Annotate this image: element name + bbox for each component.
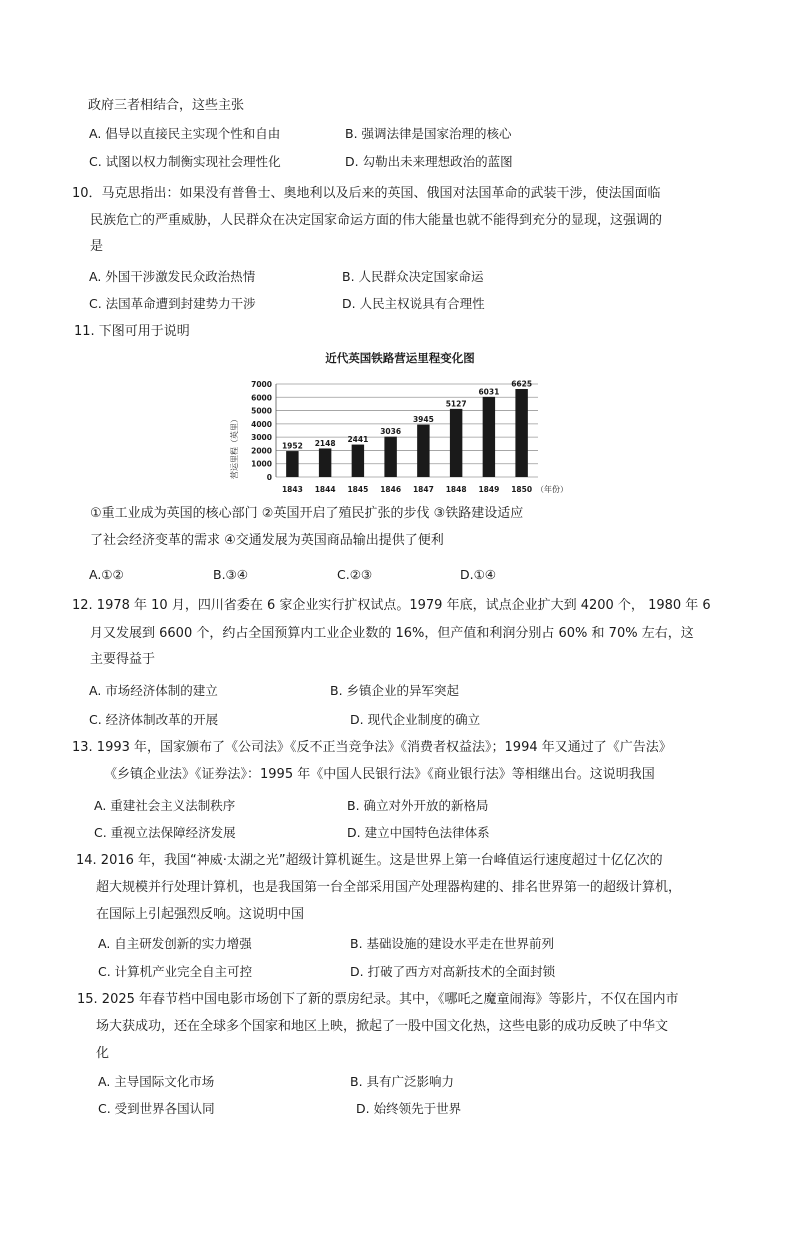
x-tick-label: 1847	[412, 485, 434, 494]
q11-statements-line1: ①重工业成为英国的核心部门 ②英国开启了殖民扩张的步伐 ③铁路建设适应	[90, 506, 524, 521]
bar-value-label: 2441	[347, 435, 369, 445]
q12-option-a: A. 市场经济体制的建立	[89, 683, 218, 698]
x-tick-label: 1849	[478, 485, 500, 494]
q12-option-d: D. 现代企业制度的确立	[350, 712, 481, 727]
y-tick-label: 7000	[251, 380, 272, 389]
bar	[417, 425, 429, 477]
q9-option-d: D. 勾勒出未来理想政治的蓝图	[345, 154, 513, 169]
q15-option-b: B. 具有广泛影响力	[350, 1074, 455, 1089]
q15-stem-line3: 化	[96, 1046, 110, 1061]
q10-option-a: A. 外国干涉激发民众政治热情	[89, 269, 256, 284]
q9-option-a: A. 倡导以直接民主实现个性和自由	[89, 126, 281, 141]
chart-title: 近代英国铁路营运里程变化图	[325, 351, 475, 365]
q10-option-d: D. 人民主权说具有合理性	[342, 296, 485, 311]
q12-stem-line3: 主要得益于	[90, 652, 156, 667]
chart-ylabel: 营运里程（英里）	[230, 415, 239, 479]
q10-stem-line3: 是	[90, 239, 104, 254]
q14-option-a: A. 自主研发创新的实力增强	[98, 936, 252, 951]
bar	[319, 448, 331, 477]
bar-value-label: 1952	[281, 441, 303, 451]
chart-xlabel: （年份）	[536, 485, 568, 494]
q11-option-c: C.②③	[337, 567, 373, 582]
q11-option-b: B.③④	[213, 567, 248, 582]
q15-option-d: D. 始终领先于世界	[356, 1101, 462, 1116]
y-tick-label: 2000	[251, 446, 272, 456]
q13-stem-line1: 13. 1993 年，国家颁布了《公司法》《反不正当竞争法》《消费者权益法》；1994 年又通过了《广告法》	[72, 740, 672, 755]
y-tick-label: 6000	[251, 393, 272, 403]
q11-option-d: D.①④	[460, 567, 497, 582]
q15-stem-line1: 15. 2025 年春节档中国电影市场创下了新的票房纪录。其中，《哪吒之魔童闹海》等影片，不仅在国内市	[77, 992, 679, 1007]
y-tick-label: 3000	[251, 433, 272, 443]
q12-option-b: B. 乡镇企业的异军突起	[330, 683, 460, 698]
q11-statements-line2: 了社会经济变革的需求 ④交通发展为英国商品输出提供了便利	[90, 533, 444, 548]
x-tick-label: 1844	[314, 485, 336, 494]
q14-stem-line2: 超大规模并行处理计算机，也是我国第一台全部采用国产处理器构建的、排名世界第一的超级计算机，	[96, 880, 682, 895]
q10-stem-line2: 民族危亡的严重威胁，人民群众在决定国家命运方面的伟大能量也就不能得到充分的显现，这强调的	[90, 213, 663, 228]
bar	[450, 409, 462, 477]
q15-stem-line2: 场大获成功，还在全球多个国家和地区上映，掀起了一股中国文化热，这些电影的成功反映了中华文	[96, 1019, 669, 1034]
q12-stem-line2: 月又发展到 6600 个，约占全国预算内工业企业数的 16%，但产值和利润分别占 60% 和 70% 左右，这	[90, 626, 694, 641]
q15-option-c: C. 受到世界各国认同	[98, 1101, 215, 1116]
q13-option-c: C. 重视立法保障经济发展	[94, 825, 236, 840]
y-tick-label: 4000	[251, 419, 272, 429]
q14-stem-line1: 14. 2016 年，我国“神威·太湖之光”超级计算机诞生。这是世界上第一台峰值运行速度超过十亿亿次的	[76, 853, 663, 868]
y-tick-label: 0	[266, 473, 272, 482]
q15-option-a: A. 主导国际文化市场	[98, 1074, 215, 1089]
q13-option-a: A. 重建社会主义法制秩序	[94, 798, 236, 813]
q12-stem-line1: 12. 1978 年 10 月，四川省委在 6 家企业实行扩权试点。1979 年底，试点企业扩大到 4200 个， 1980 年 6	[72, 598, 711, 613]
bar-value-label: 5127	[445, 399, 467, 409]
x-tick-label: 1848	[445, 485, 467, 494]
y-tick-label: 1000	[251, 459, 272, 469]
q12-option-c: C. 经济体制改革的开展	[89, 712, 219, 727]
x-tick-label: 1850	[511, 485, 533, 494]
q10-stem-line1: 10．马克思指出：如果没有普鲁士、奥地利以及后来的英国、俄国对法国革命的武装干涉，使法国面临	[72, 186, 661, 201]
q14-option-b: B. 基础设施的建设水平走在世界前列	[350, 936, 555, 951]
q10-option-c: C. 法国革命遭到封建势力干涉	[89, 296, 256, 311]
bar-value-label: 2148	[314, 438, 336, 448]
q14-stem-line3: 在国际上引起强烈反响。这说明中国	[96, 907, 305, 922]
q9-stem-tail: 政府三者相结合，这些主张	[88, 98, 245, 113]
x-tick-label: 1845	[347, 485, 369, 494]
bar-value-label: 6625	[511, 379, 533, 389]
x-tick-label: 1843	[281, 485, 303, 494]
q11-option-a: A.①②	[89, 567, 124, 582]
bar	[286, 451, 298, 477]
q9-option-b: B. 强调法律是国家治理的核心	[345, 126, 512, 141]
q9-option-c: C. 试图以权力制衡实现社会理性化	[89, 154, 281, 169]
q13-option-b: B. 确立对外开放的新格局	[347, 798, 489, 813]
railway-mileage-bar-chart	[226, 344, 574, 496]
bar	[483, 397, 495, 477]
q14-option-d: D. 打破了西方对高新技术的全面封锁	[350, 964, 556, 979]
bar-value-label: 3945	[412, 415, 434, 425]
q13-stem-line2: 《乡镇企业法》《证券法》：1995 年《中国人民银行法》《商业银行法》等相继出台。这说明我国	[104, 767, 655, 782]
q11-stem: 11. 下图可用于说明	[74, 324, 190, 339]
x-tick-label: 1846	[380, 485, 402, 494]
bar	[515, 389, 527, 477]
y-tick-label: 5000	[251, 406, 272, 416]
q10-option-b: B. 人民群众决定国家命运	[342, 269, 484, 284]
bar-value-label: 3036	[380, 427, 402, 437]
bar	[384, 437, 396, 477]
bar-value-label: 6031	[478, 387, 500, 397]
q13-option-d: D. 建立中国特色法律体系	[347, 825, 490, 840]
bar	[352, 445, 364, 477]
q14-option-c: C. 计算机产业完全自主可控	[98, 964, 253, 979]
